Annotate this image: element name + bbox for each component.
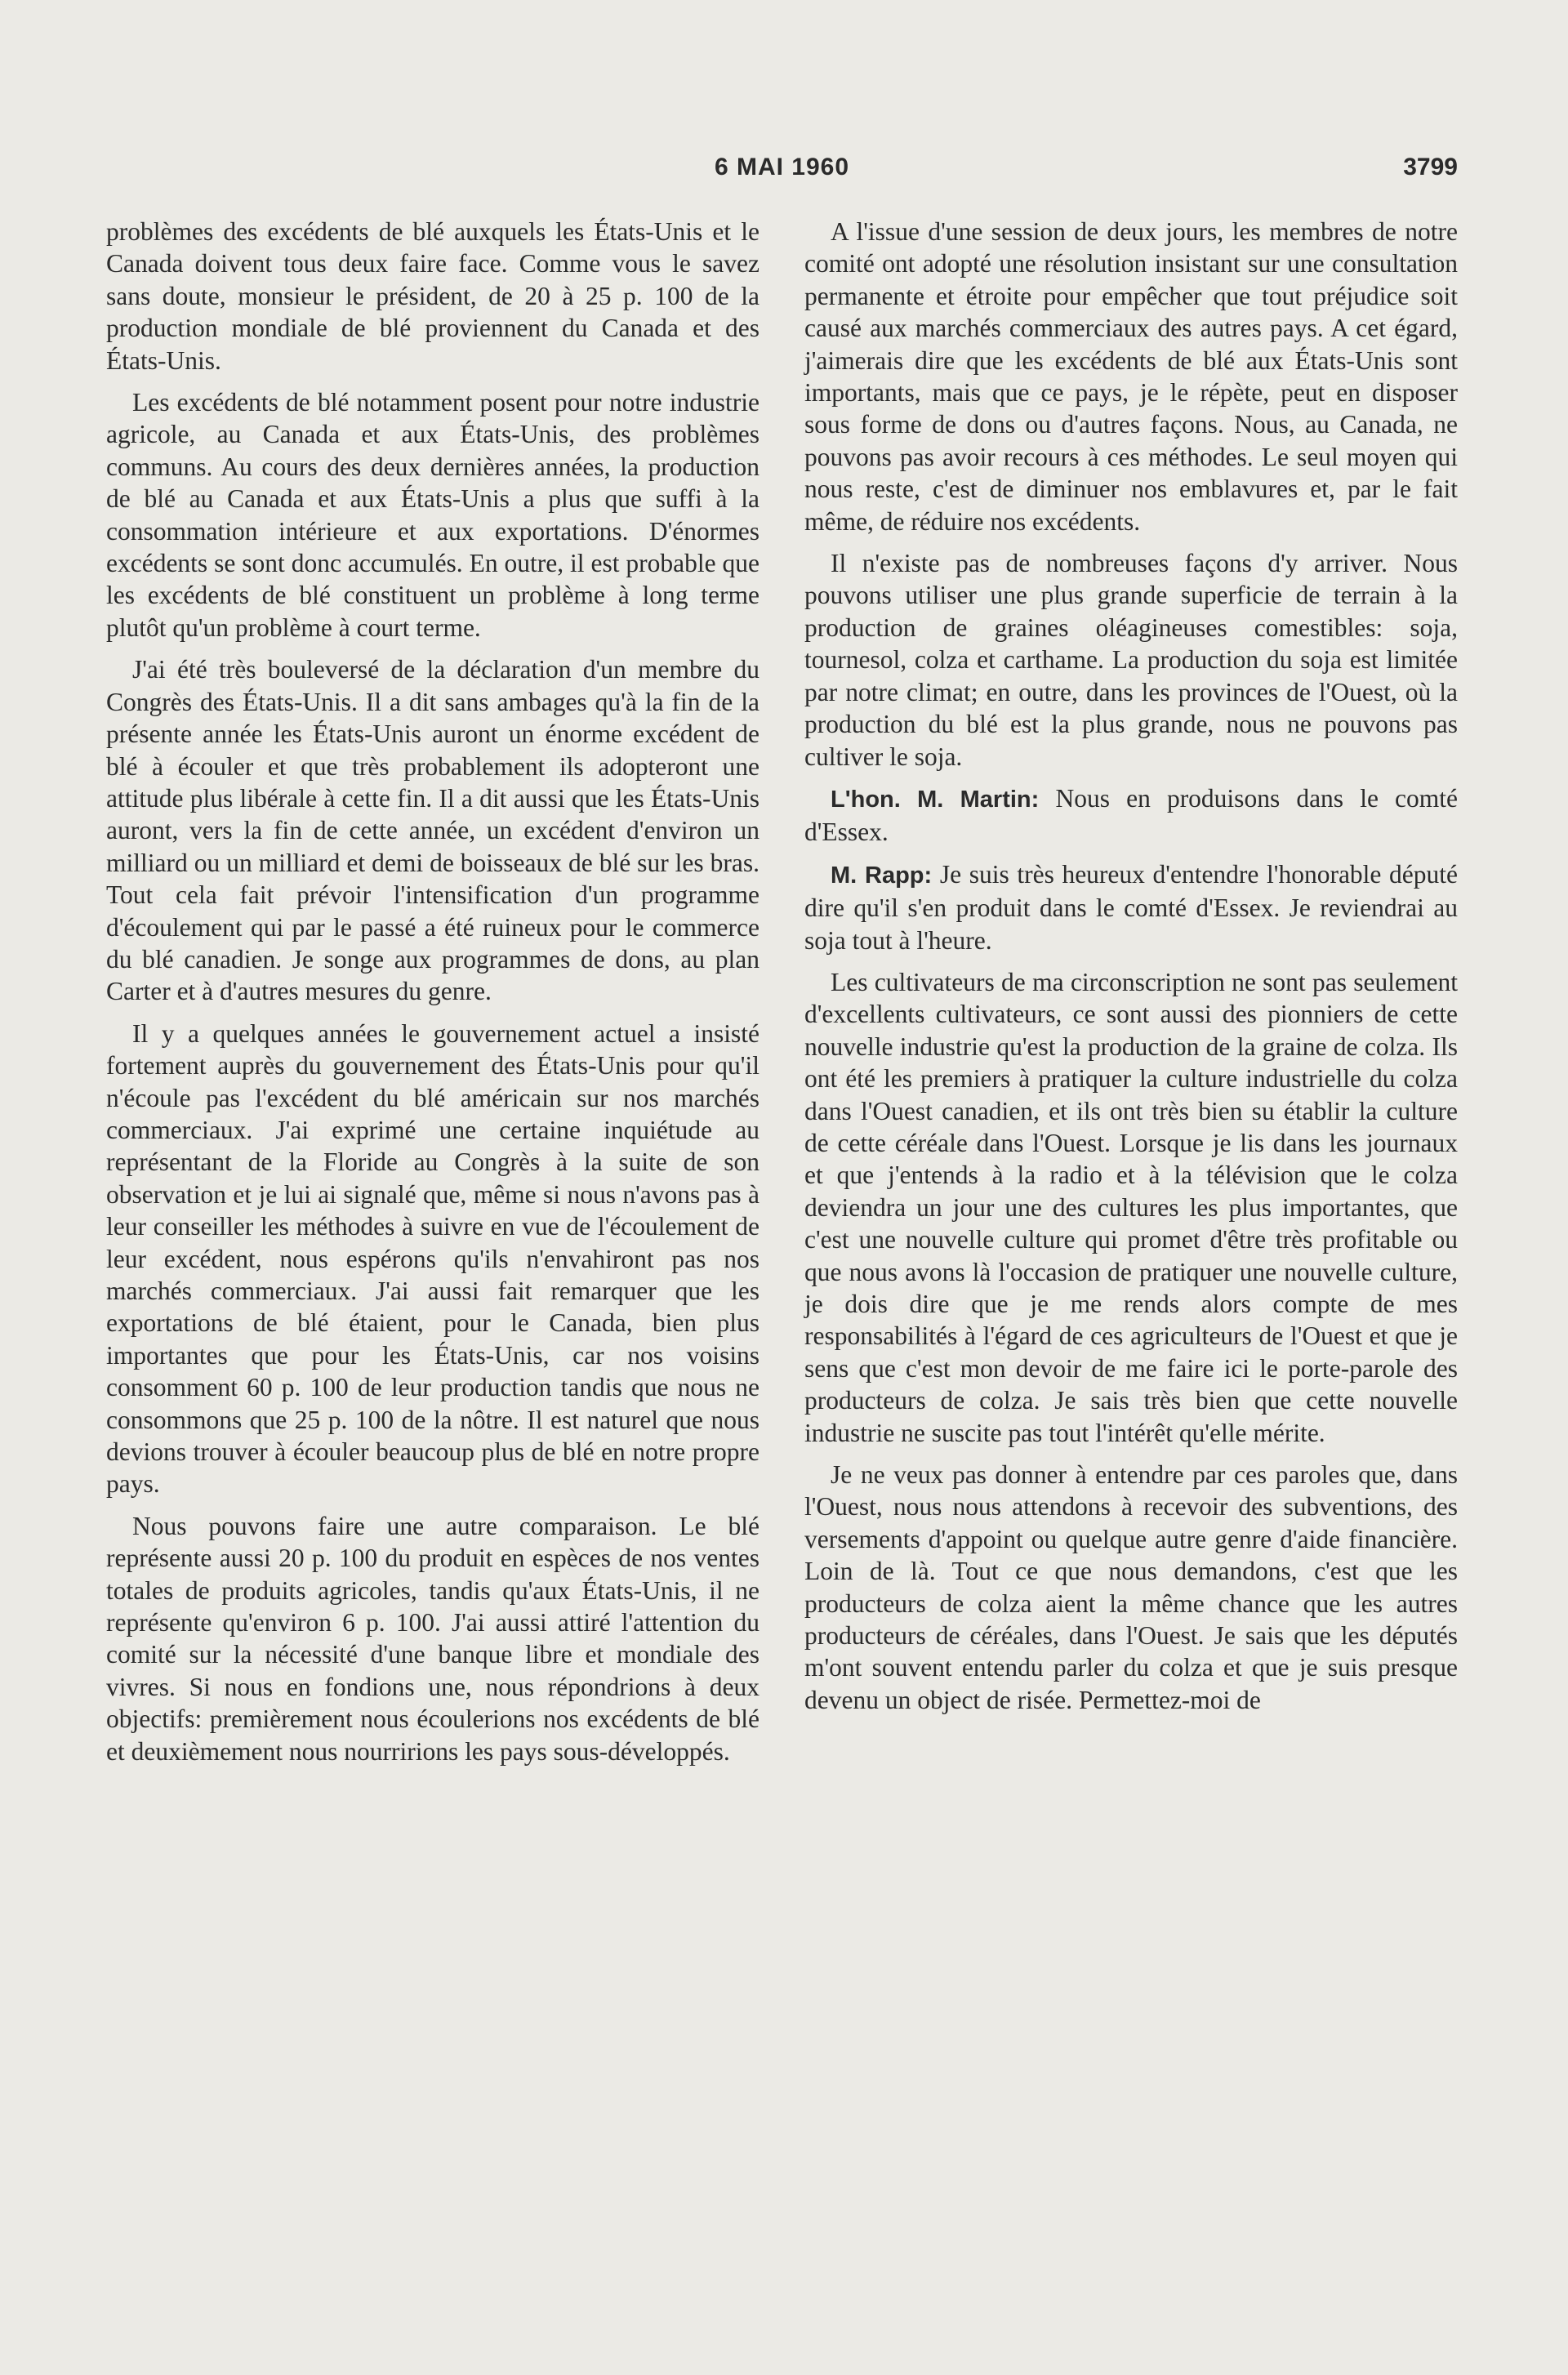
paragraph: Il y a quelques années le gouvernement actuel a insisté fortement auprès du gouvernement des États-Unis pour qu'il n'écoule pas l'excédent du blé américain sur nos marchés commerciaux. J'ai exprimé une certaine inquiétude au représentant de la Floride au Congrès à la suite de son observation et je lui ai signalé que, même si nous n'avons pas à leur conseiller les méthodes à suivre en vue de l'écoulement de leur excédent, nous espérons qu'ils n'envahiront pas nos marchés commerciaux. J'ai aussi fait remarquer que les exportations de blé étaient, pour le Canada, bien plus importantes que pour les États-Unis, car nos voisins consomment 60 p. 100 de leur production tandis que nous ne consommons que 25 p. 100 de la nôtre. Il est naturel que nous devions trouver à écouler beaucoup plus de blé en notre propre pays. [106,1018,760,1499]
right-column [804,216,1458,1726]
paragraph [804,547,1458,773]
paragraph [804,216,1458,537]
speaker-name: M. Rapp: [831,862,933,889]
paragraph [804,966,1458,1449]
paragraph: Nous pouvons faire une autre comparaison. Le blé représente aussi 20 p. 100 du produit en espèces de nos ventes totales de produits agricoles, tandis qu'aux États-Unis, il ne représente qu'environ 6 p. 100. J'ai aussi attiré l'attention du comité sur la nécessité d'une banque libre et mondiale des vivres. Si nous en fondions une, nous répondrions à deux objectifs: premièrement nous écoulerions nos excédents de blé et deuxièmement nous nourririons les pays sous-développés. [106,1511,760,1766]
paragraph: problèmes des excédents de blé auxquels les États-Unis et le Canada doivent tous deux faire face. Comme vous le savez sans doute, monsieur le président, de 20 à 25 p. 100 de la production mondiale de blé proviennent du Canada et des États-Unis. [106,217,760,375]
paragraph: Les excédents de blé notamment posent pour notre industrie agricole, au Canada et aux États-Unis, des problèmes communs. Au cours des deux dernières années, la production de blé au Canada et aux États-Unis a plus que suffi à la consommation intérieure et aux exportations. D'énormes excédents se sont donc accumulés. En outre, il est probable que les excédents de blé constituent un problème à long terme plutôt qu'un problème à court terme. [106,388,760,642]
paragraph-text: A l'issue d'une session de deux jours, les membres de notre comité ont adopté une résolution insistant sur une consultation permanente et étroite pour empêcher que tout préjudice soit causé aux marchés commerciaux des autres pays. A cet égard, j'aimerais dire que les excédents de blé aux États-Unis sont importants, mais que ce pays, je le répète, peut en disposer sous forme de dons ou d'autres façons. Nous, au Canada, ne pouvons pas avoir recours à ces méthodes. Le seul moyen qui nous reste, c'est de diminuer nos emblavures et, par le fait même, de réduire nos excédents. [804,217,1458,536]
page-date: 6 MAI 1960 [714,154,850,180]
speaker-name: L'hon. M. Martin: [831,786,1040,813]
paragraph-text: Les cultivateurs de ma circonscription ne sont pas seulement d'excellents cultivateurs, ce sont aussi des pionniers de cette nouvelle industrie qu'est la production de la graine de colza. Ils ont été les premiers à pratiquer la culture industrielle du colza dans l'Ouest canadien, et ils ont très bien su établir la culture de cette céréale dans l'Ouest. Lorsque je lis dans les journaux et que j'entends à la radio et à la télévision que le colza deviendra un jour une des cultures les plus importantes, que c'est une nouvelle culture qui promet d'être très profitable ou que nous avons là l'occasion de pratiquer une nouvelle culture, je dois dire que je me rends alors compte de mes responsabilités à l'égard de ces agriculteurs de l'Ouest et que je sens que c'est mon devoir de me faire ici le porte-parole des producteurs de colza. Je sais très bien que cette nouvelle industrie ne suscite pas tout l'intérêt qu'elle mérite. [804,967,1458,1447]
paragraph-text: Je ne veux pas donner à entendre par ces paroles que, dans l'Ouest, nous nous attendons à recevoir des subventions, des versements d'appoint ou quelque autre genre d'aide financière. Loin de là. Tout ce que nous demandons, c'est que les producteurs de colza aient la même chance que les autres producteurs de céréales, dans l'Ouest. Je sais que les députés m'ont souvent entendu parler du colza et que je suis presque devenu un object de risée. Permettez-moi de [804,1460,1458,1714]
paragraph [804,1459,1458,1716]
paragraph-text: Nous en produisons dans le comté d'Essex. [804,783,1459,847]
speech-paragraph [804,782,1458,849]
left-column [106,216,760,1777]
speech-paragraph [804,858,1458,956]
paragraph-text: Il n'existe pas de nombreuses façons d'y arriver. Nous pouvons utiliser une plus grande superficie de terrain à la production de graines oléagineuses comestibles: soja, tournesol, colza et carthame. La production du soja est limitée par notre climat; en outre, dans les provinces de l'Ouest, où la production du blé est la plus grande, nous ne pouvons pas cultiver le soja. [804,549,1458,771]
page-number: 3799 [1403,154,1458,180]
paragraph: J'ai été très bouleversé de la déclaration d'un membre du Congrès des États-Unis. Il a dit sans ambages qu'à la fin de la présente année les États-Unis auront un énorme excédent de blé à écouler et que très probablement ils adopteront une attitude plus libérale à cette fin. Il a dit aussi que les États-Unis auront, vers la fin de cette année, un excédent d'environ un milliard ou un milliard et demi de boisseaux de blé sur les bras. Tout cela fait prévoir l'intensification d'un programme d'écoulement qui par le passé a été ruineux pour le commerce du blé canadien. Je songe aux programmes de dons, au plan Carter et à d'autres mesures du genre. [106,655,760,1006]
page-header [106,154,1458,194]
paragraph-text: Je suis très heureux d'entendre l'honorable député dire qu'il s'en produit dans le comté d'Essex. Je reviendrai au soja tout à l'heure. [804,859,1458,955]
